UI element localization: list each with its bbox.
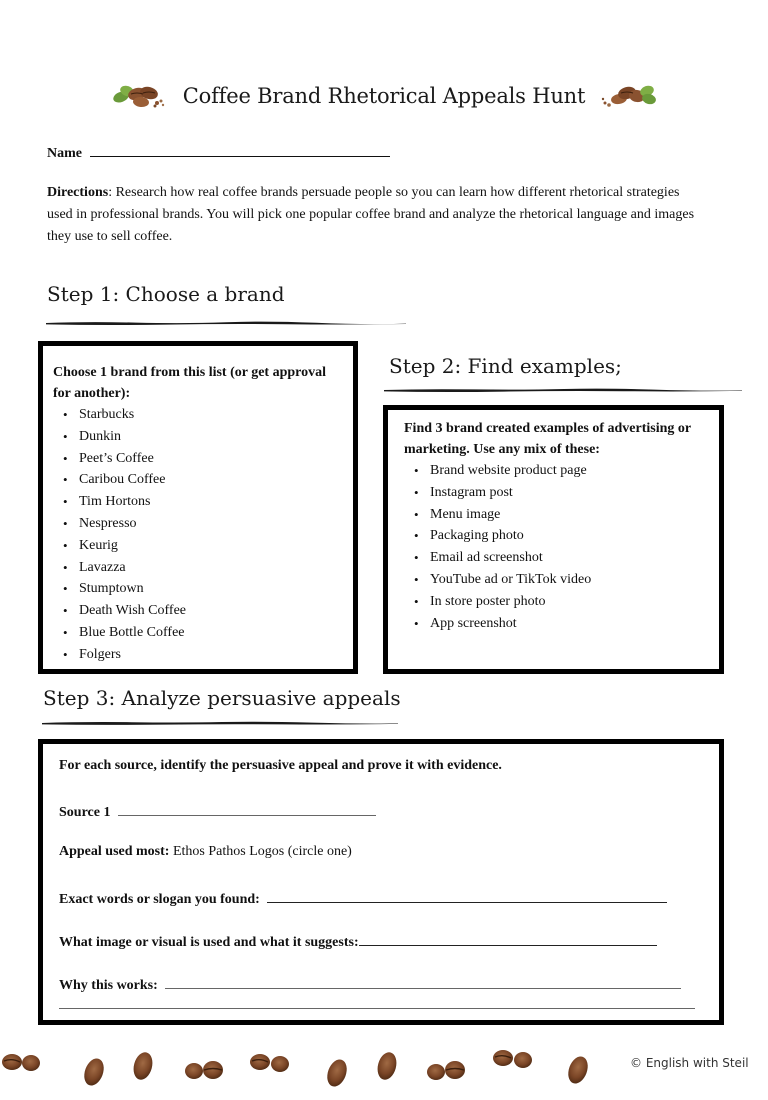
step3-box bbox=[38, 739, 724, 1025]
brush-underline bbox=[42, 720, 398, 726]
page-title: Coffee Brand Rhetorical Appeals Hunt bbox=[182, 84, 586, 108]
list-item: • Caribou Coffee bbox=[79, 469, 343, 491]
list-item: • Menu image bbox=[430, 504, 704, 526]
words-label: Exact words or slogan you found: bbox=[59, 892, 260, 907]
brush-underline bbox=[384, 387, 742, 393]
list-item: • App screenshot bbox=[430, 613, 704, 635]
brush-underline bbox=[46, 320, 406, 326]
list-item: • Nespresso bbox=[79, 513, 343, 535]
list-item: • Folgers bbox=[79, 644, 343, 666]
list-item: • Tim Hortons bbox=[79, 491, 343, 513]
words-input-line[interactable] bbox=[267, 888, 667, 903]
step1-box bbox=[38, 341, 358, 674]
list-item: • Death Wish Coffee bbox=[79, 600, 343, 622]
step1-heading: Step 1: Choose a brand bbox=[47, 282, 285, 306]
coffee-beans-icon bbox=[599, 81, 657, 111]
brand-list bbox=[53, 404, 343, 666]
list-item: • Email ad screenshot bbox=[430, 547, 704, 569]
list-item: • Keurig bbox=[79, 535, 343, 557]
why-input-line[interactable] bbox=[165, 974, 681, 989]
directions-label: Directions bbox=[47, 185, 109, 200]
list-item: • Starbucks bbox=[79, 404, 343, 426]
list-item: • Instagram post bbox=[430, 482, 704, 504]
list-item: • YouTube ad or TikTok video bbox=[430, 569, 704, 591]
title-row bbox=[0, 78, 768, 114]
visual-field bbox=[59, 931, 657, 951]
name-label: Name bbox=[47, 146, 82, 161]
copyright-text: © English with Steil bbox=[630, 1056, 749, 1070]
directions-text: : Research how real coffee brands persuade people so you can learn how different rhetorical strategies used in professional brands. You will pick one popular coffee brand and analyze the rhetorical language and images they use to sell coffee. bbox=[47, 185, 695, 244]
source-type-list bbox=[404, 460, 704, 634]
visual-input-line[interactable] bbox=[359, 931, 657, 946]
coffee-beans-icon bbox=[111, 81, 169, 111]
appeal-options[interactable]: Ethos Pathos Logos (circle one) bbox=[172, 844, 352, 859]
list-item: • Packaging photo bbox=[430, 525, 704, 547]
why-field bbox=[59, 974, 681, 994]
appeal-label: Appeal used most: bbox=[59, 844, 170, 859]
list-item: • In store poster photo bbox=[430, 591, 704, 613]
name-field bbox=[47, 142, 390, 162]
list-item: • Peet’s Coffee bbox=[79, 448, 343, 470]
list-item: • Dunkin bbox=[79, 426, 343, 448]
appeal-field bbox=[59, 844, 352, 860]
directions bbox=[47, 182, 707, 248]
list-item: • Stumptown bbox=[79, 578, 343, 600]
step2-box-title: Find 3 brand created examples of advertising or marketing. Use any mix of these: bbox=[404, 421, 691, 457]
list-item: • Lavazza bbox=[79, 557, 343, 579]
source-label: Source 1 bbox=[59, 805, 111, 820]
coffee-bean-row-decoration bbox=[0, 1044, 600, 1094]
why-input-line-2[interactable] bbox=[59, 1008, 695, 1009]
step3-heading: Step 3: Analyze persuasive appeals bbox=[43, 686, 401, 710]
why-label: Why this works: bbox=[59, 978, 158, 993]
source-field bbox=[59, 801, 376, 821]
step2-heading: Step 2: Find examples; bbox=[389, 354, 622, 378]
step1-box-title: Choose 1 brand from this list (or get approval for another): bbox=[53, 365, 327, 401]
visual-label: What image or visual is used and what it suggests: bbox=[59, 935, 359, 950]
step2-box bbox=[383, 405, 724, 674]
step3-instruction: For each source, identify the persuasive appeal and prove it with evidence. bbox=[59, 758, 502, 773]
list-item: • Brand website product page bbox=[430, 460, 704, 482]
list-item: • Blue Bottle Coffee bbox=[79, 622, 343, 644]
name-input-line[interactable] bbox=[90, 142, 390, 157]
words-field bbox=[59, 888, 667, 908]
source-input-line[interactable] bbox=[118, 801, 376, 816]
